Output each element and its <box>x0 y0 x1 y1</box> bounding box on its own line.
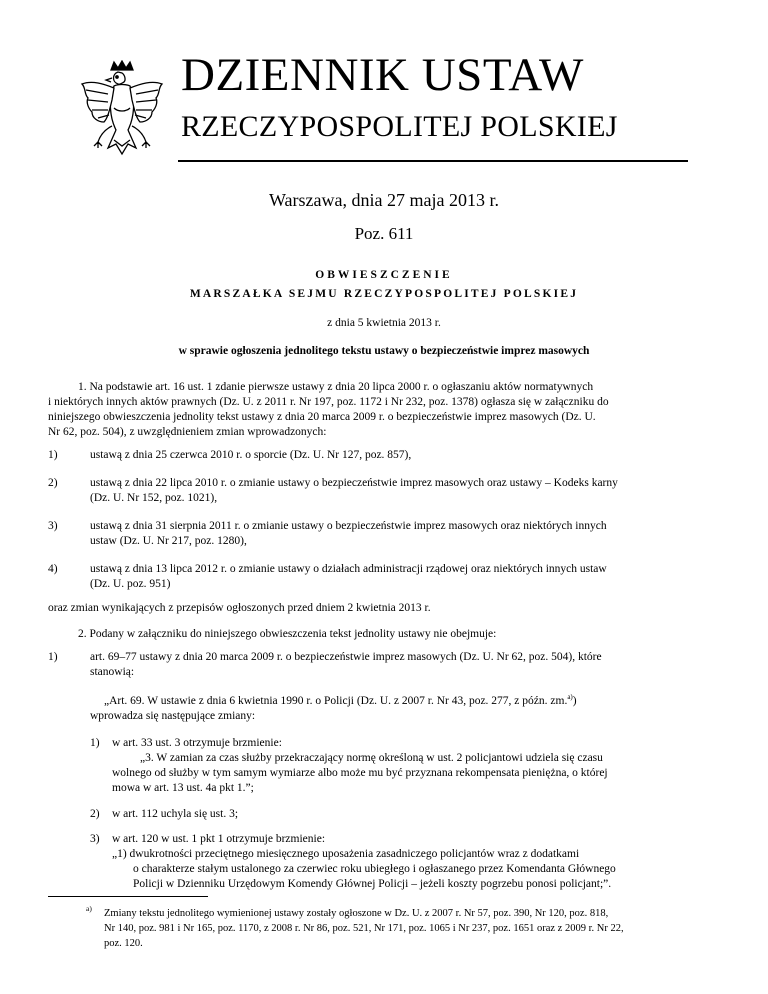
footnote-separator <box>48 896 208 897</box>
list-item-number: 2) <box>48 477 58 489</box>
sub-item-text: wolnego od służby w tym samym wymiarze albo może mu być przyznana rekompensata pieniężna, o której <box>112 767 608 779</box>
paragraph-1-line4: Nr 62, poz. 504), z uwzględnieniem zmian wprowadzonych: <box>48 426 327 438</box>
quoted-article-69 <box>104 694 700 709</box>
sub-item-text: w art. 112 uchyla się ust. 3; <box>112 808 239 820</box>
sub-item-text: Policji w Dzienniku Urzędowym Komendy Głównej Policji – jeżeli koszty pogrzebu ponosi policjant;”. <box>133 877 700 892</box>
position-number: Poz. 611 <box>354 224 414 243</box>
sub-item-heading: w art. 33 ust. 3 otrzymuje brzmienie: <box>112 737 282 749</box>
sub-item-heading: w art. 120 w ust. 1 pkt 1 otrzymuje brzmienie: <box>112 833 326 845</box>
list-item-continuation: ustaw (Dz. U. Nr 217, poz. 1280), <box>90 535 247 547</box>
header-rule <box>178 160 688 162</box>
footnote-line: poz. 120. <box>104 938 143 949</box>
sub-item-number: 3) <box>90 833 100 845</box>
footnote-line: Nr 140, poz. 981 i Nr 165, poz. 1170, z 2008 r. Nr 86, poz. 521, Nr 171, poz. 1065 i Nr 237, poz. 1651 oraz z 2009 r. Nr 22, <box>104 923 624 934</box>
list-item: ustawą z dnia 22 lipca 2010 r. o zmianie ustawy o bezpieczeństwie imprez masowych oraz ustawy – Kodeks karny <box>90 477 618 489</box>
sub-item-text: „3. W zamian za czas służby przekraczający normę określoną w ust. 2 policjantowi udziela się czasu <box>140 752 603 764</box>
act-issuer: MARSZAŁKA SEJMU RZECZYPOSPOLITEJ POLSKIEJ <box>189 288 579 300</box>
list-item: ustawą z dnia 25 czerwca 2010 r. o sporcie (Dz. U. Nr 127, poz. 857), <box>90 449 412 461</box>
sub-item-number: 2) <box>90 808 100 820</box>
journal-title: DZIENNIK USTAW <box>181 49 584 101</box>
paragraph-2-item-line1: art. 69–77 ustawy z dnia 20 marca 2009 r. o bezpieczeństwie imprez masowych (Dz. U. Nr 62, poz. 504), które <box>90 651 602 663</box>
act-heading: OBWIESZCZENIE <box>315 269 453 281</box>
paragraph-2-item-line2: stanowią: <box>90 666 135 678</box>
list-item: ustawą z dnia 31 sierpnia 2011 r. o zmianie ustawy o bezpieczeństwie imprez masowych oraz niektórych innych <box>90 520 607 532</box>
footnote-line: Zmiany tekstu jednolitego wymienionej ustawy zostały ogłoszone w Dz. U. z 2007 r. Nr 57, poz. 390, Nr 120, poz. 818, <box>104 908 609 919</box>
list-item-number: 4) <box>48 563 58 575</box>
journal-subtitle: RZECZYPOSPOLITEJ POLSKIEJ <box>181 110 618 143</box>
polish-white-eagle-emblem-icon <box>78 60 166 168</box>
list-item-continuation: (Dz. U. Nr 152, poz. 1021), <box>90 492 218 504</box>
quote-closing-paren: ) <box>572 695 577 707</box>
list-item: ustawą z dnia 13 lipca 2012 r. o zmianie ustawy o działach administracji rządowej oraz niektórych innych ustaw <box>90 563 607 575</box>
footnote-text <box>104 906 700 951</box>
paragraph-1-closing: oraz zmian wynikających z przepisów ogłoszonych przed dniem 2 kwietnia 2013 r. <box>48 602 431 614</box>
sub-item-text: o charakterze stałym ustalonego za czerwiec roku ubiegłego i ogłaszanego przez Komendanta Głównego <box>133 863 616 875</box>
paragraph-2: 2. Podany w załączniku do niniejszego obwieszczenia tekst jednolity ustawy nie obejmuje: <box>78 628 497 640</box>
footnote-mark: a) <box>86 904 92 913</box>
paragraph-1-line2: i niektórych innych aktów prawnych (Dz. U. z 2011 r. Nr 197, poz. 1172 i Nr 232, poz. 1378) ogłasza się w załączniku do <box>48 396 609 408</box>
paragraph-1-line3: niniejszego obwieszczenia jednolity tekst ustawy z dnia 20 marca 2009 r. o bezpieczeństwie imprez masowych (Dz. U. <box>48 411 596 423</box>
sub-item-text: mowa w art. 13 ust. 4a pkt 1.”; <box>112 782 254 794</box>
publication-date: Warszawa, dnia 27 maja 2013 r. <box>269 190 499 210</box>
footnote-reference: a) <box>567 693 573 702</box>
act-subject: w sprawie ogłoszenia jednolitego tekstu ustawy o bezpieczeństwie imprez masowych <box>178 345 590 357</box>
quoted-article-69-line2: wprowadza się następujące zmiany: <box>90 710 256 722</box>
list-item-number: 1) <box>48 449 58 461</box>
sub-item-text: „1) dwukrotności przeciętnego miesięcznego uposażenia zasadniczego policjantów wraz z dodatkami <box>112 848 580 860</box>
list-item-number: 1) <box>48 651 58 663</box>
quoted-article-69-text: „Art. 69. W ustawie z dnia 6 kwietnia 1990 r. o Policji (Dz. U. z 2007 r. Nr 43, poz. 277, z późn. zm. <box>104 695 568 707</box>
act-date: z dnia 5 kwietnia 2013 r. <box>327 317 441 329</box>
list-item-number: 3) <box>48 520 58 532</box>
paragraph-1-line1: 1. Na podstawie art. 16 ust. 1 zdanie pierwsze ustawy z dnia 20 lipca 2000 r. o ogłaszaniu aktów normatywnych <box>78 381 594 393</box>
sub-item-number: 1) <box>90 737 100 749</box>
list-item-continuation: (Dz. U. poz. 951) <box>90 578 171 590</box>
